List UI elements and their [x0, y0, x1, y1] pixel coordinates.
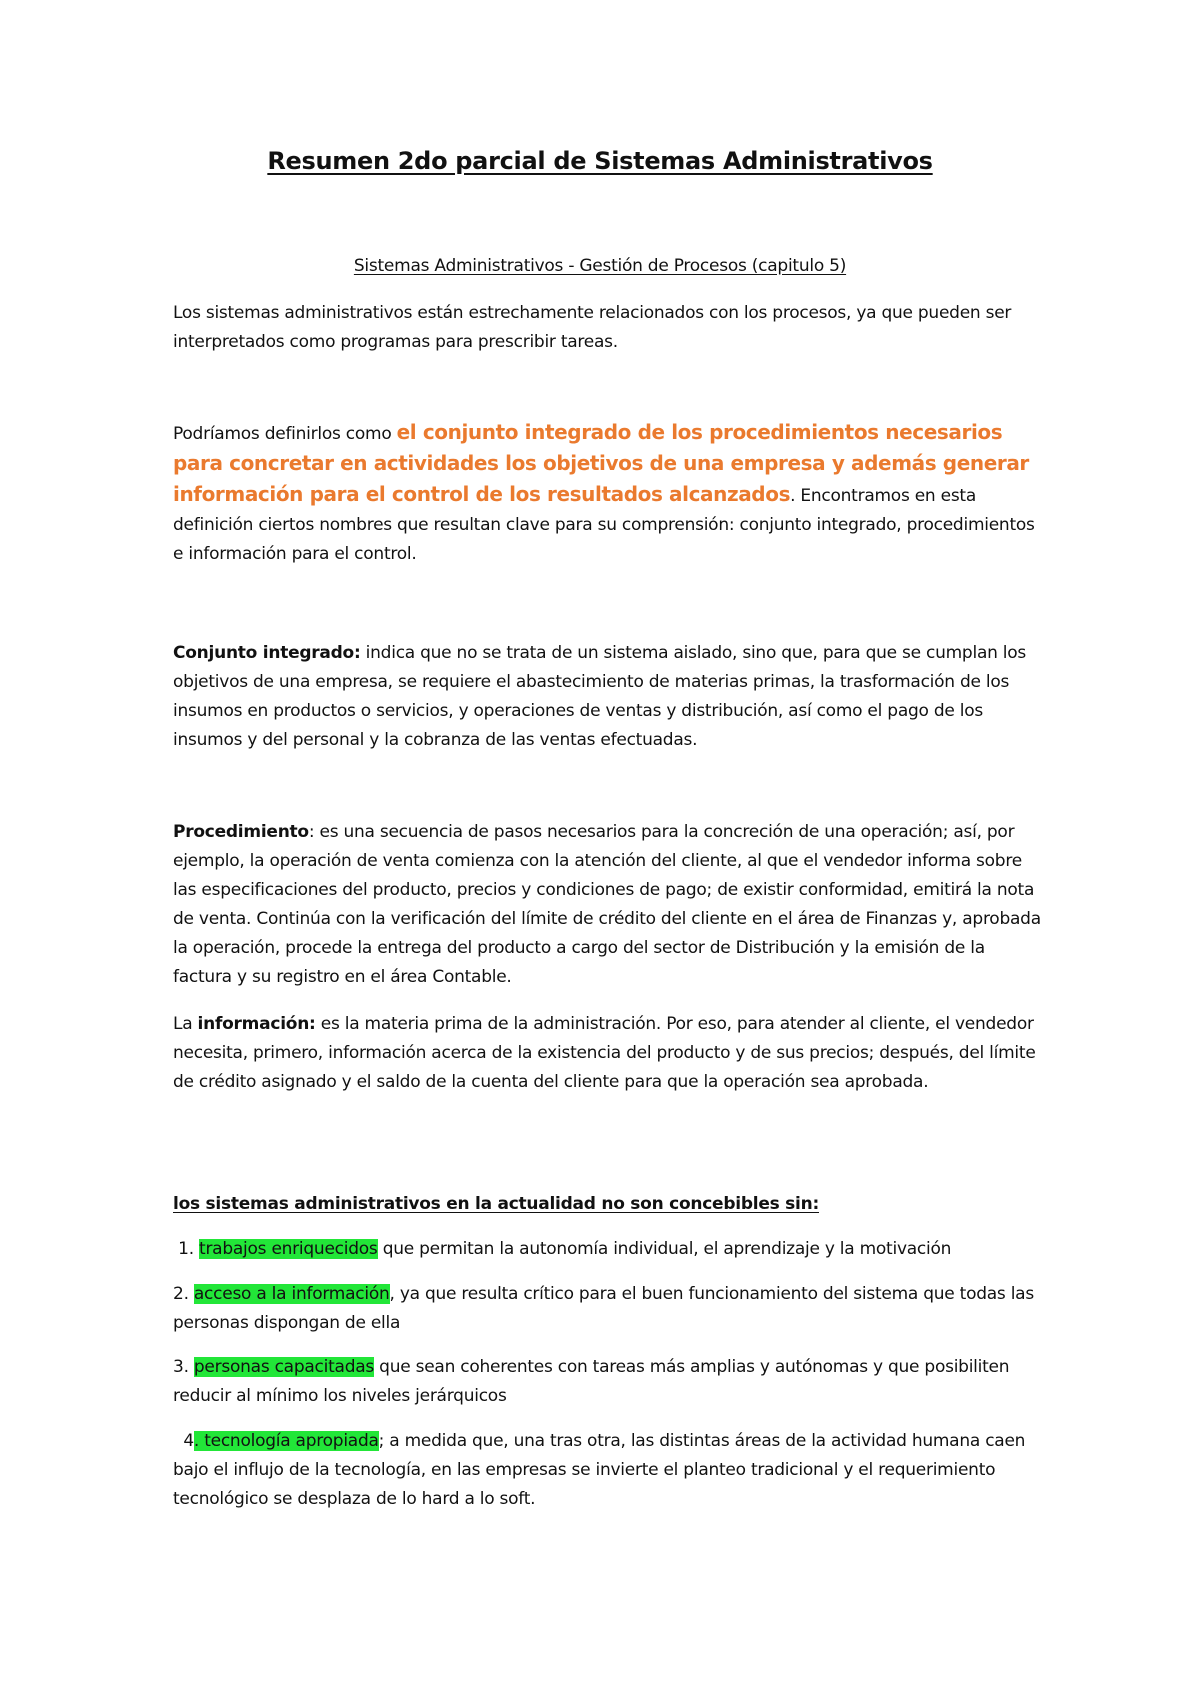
- intro-paragraph: Los sistemas administrativos están estrechamente relacionados con los procesos, ya que pueden ser interpretados como programas para prescribir tareas.: [173, 303, 1012, 352]
- list-item-highlight: trabajos enriquecidos: [199, 1239, 378, 1259]
- list-item-number: 4: [173, 1431, 194, 1451]
- definition-lead: Podríamos definirlos como: [173, 424, 397, 444]
- list-item: [173, 1427, 1043, 1514]
- list-item-text: que permitan la autonomía individual, el aprendizaje y la motivación: [377, 1239, 952, 1259]
- list-item: [173, 1353, 1043, 1411]
- list-item-number: 2.: [173, 1284, 194, 1304]
- list-item: [173, 1235, 1043, 1264]
- list-item-highlight: . tecnología apropiada: [193, 1431, 379, 1451]
- list-item-text: ; a medida que, una tras otra, las distintas áreas de la actividad humana caen bajo el influjo de la tecnología, en las empresas se invierte el planteo tradicional y el requerimiento tecnológico se desplaza de lo hard a lo soft.: [173, 1431, 1031, 1509]
- procedimiento-text: : es una secuencia de pasos necesarios para la concreción de una operación; así, por ejemplo, la operación de venta comienza con la atención del cliente, al que el vendedor informa sobre las especificaciones del producto, precios y condiciones de pago; de existir conformidad, emitirá la nota de venta. Continúa con la verificación del límite de crédito del cliente en el área de Finanzas y, aprobada la operación, procede la entrega del producto a cargo del sector de Distribución y la emisión de la factura y su registro en el área Contable.: [173, 822, 1041, 987]
- list-title: los sistemas administrativos en la actualidad no son concebibles sin:: [173, 1194, 819, 1214]
- informacion-paragraph: [173, 1010, 1043, 1097]
- list-item-highlight: personas capacitadas: [193, 1357, 375, 1377]
- list-item-text: que sean coherentes con tareas más amplias y autónomas y que posibiliten reducir al mínimo los niveles jerárquicos: [173, 1357, 1015, 1406]
- informacion-term: información:: [197, 1014, 316, 1034]
- list-item-number: 3.: [173, 1357, 194, 1377]
- document-title: Resumen 2do parcial de Sistemas Administrativos: [267, 147, 933, 175]
- section-subtitle: Sistemas Administrativos - Gestión de Procesos (capitulo 5): [353, 256, 847, 276]
- list-item-number: 1.: [173, 1239, 200, 1259]
- definition-paragraph: [173, 418, 1043, 569]
- definition-rest: . Encontramos en esta definición ciertos nombres que resultan clave para su comprensión: conjunto integrado, procedimientos e información para el control.: [173, 486, 1035, 564]
- procedimiento-term: Procedimiento: [173, 822, 309, 842]
- list-item-text: , ya que resulta crítico para el buen funcionamiento del sistema que todas las personas dispongan de ella: [173, 1284, 1040, 1333]
- list-item-highlight: acceso a la información: [193, 1284, 390, 1304]
- conjunto-term: Conjunto integrado:: [173, 643, 361, 663]
- conjunto-text: indica que no se trata de un sistema aislado, sino que, para que se cumplan los objetivos de una empresa, se requiere el abastecimiento de materias primas, la trasformación de los insumos en productos o servicios, y operaciones de ventas y distribución, así como el pago de los insumos y del personal y la cobranza de las ventas efectuadas.: [173, 643, 1027, 750]
- conjunto-paragraph: [173, 639, 1043, 755]
- procedimiento-paragraph: [173, 818, 1043, 992]
- informacion-text: es la materia prima de la administración. Por eso, para atender al cliente, el vendedor necesita, primero, información acerca de la existencia del producto y de sus precios; después, del límite de crédito asignado y el saldo de la cuenta del cliente para que la operación sea aprobada.: [173, 1014, 1036, 1092]
- definition-highlight: el conjunto integrado de los procedimientos necesarios para concretar en actividades los objetivos de una empresa y además generar información para el control de los resultados alcanzados: [173, 420, 1029, 506]
- list-item: [173, 1280, 1043, 1338]
- informacion-lead: La: [173, 1014, 198, 1034]
